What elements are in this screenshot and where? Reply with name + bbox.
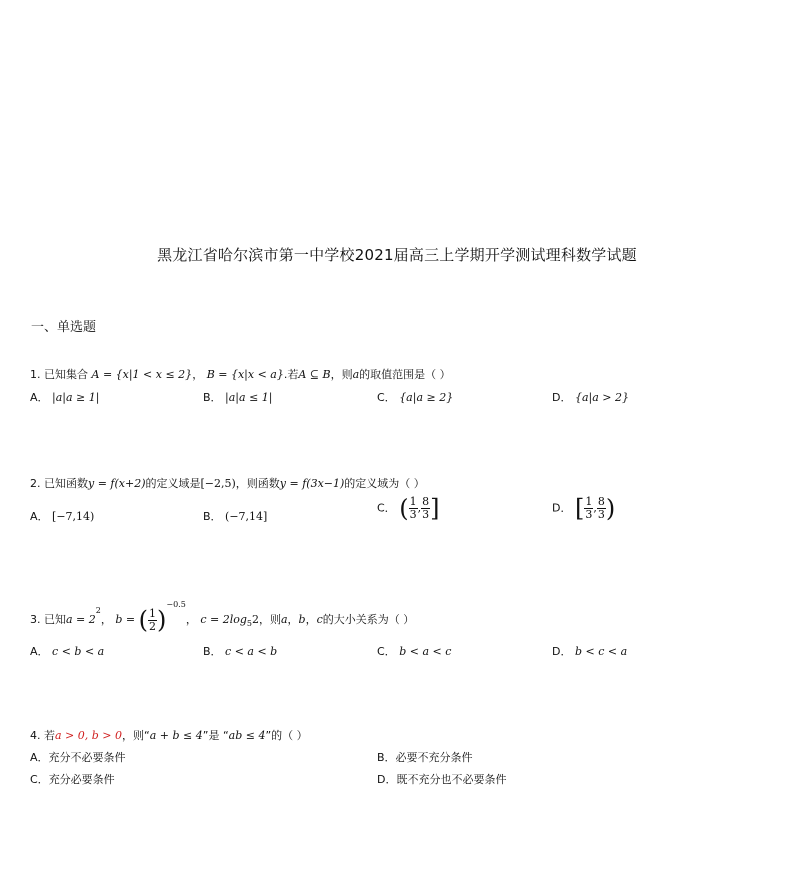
document-title: 黑龙江省哈尔滨市第一中学校2021届高三上学期开学测试理科数学试题 — [157, 246, 637, 264]
option-text: 充分不必要条件 — [48, 751, 126, 764]
option-letter: A． — [30, 645, 49, 658]
open-bracket: [ — [574, 494, 585, 523]
q2-prefix: 2. 已知函数 — [30, 477, 88, 490]
option-text: 必要不充分条件 — [395, 751, 473, 764]
q2-func1: y = f(x+2) — [88, 477, 146, 490]
fraction — [409, 496, 418, 521]
denominator: 3 — [597, 508, 605, 521]
section-heading: 一、单选题 — [31, 320, 97, 335]
option-letter: D． — [552, 391, 572, 404]
q2-domain: [−2,5) — [200, 477, 236, 490]
option-letter: B． — [203, 391, 222, 404]
q3-a-expr: a = 2 — [66, 613, 96, 626]
q1-set-b: B = {x|x < a} — [206, 368, 284, 381]
q1-var: a — [352, 368, 360, 381]
option-expr: [−7,14) — [52, 510, 95, 523]
q2-option-d[interactable]: D． [ $\frac{1}{3}$ , $\frac{8}{3}$ ) — [552, 494, 616, 523]
option-letter: D． — [552, 645, 572, 658]
question-4-stem — [30, 727, 308, 743]
q2-func2: y = f(3x−1) — [279, 477, 345, 490]
fraction — [597, 496, 606, 521]
option-letter: B． — [377, 751, 396, 764]
q4-prefix: 4. 若 — [30, 729, 55, 742]
q1-mid: .若 — [283, 368, 299, 381]
fraction — [584, 496, 593, 521]
q3-prefix: 3. 已知 — [30, 613, 66, 626]
q2-suffix: 的定义域为（ ） — [344, 477, 425, 490]
question-2-stem — [30, 475, 425, 491]
close-bracket: ] — [430, 494, 440, 523]
option-expr: |a|a ≤ 1| — [225, 391, 273, 404]
q1-option-c[interactable] — [377, 389, 453, 405]
numerator: 1 — [149, 606, 157, 620]
q1-suffix2: 的取值范围是（ ） — [359, 368, 451, 381]
option-expr: |a|a ≥ 1| — [52, 391, 100, 404]
q3-b-lhs: b = — [115, 613, 136, 626]
open-bracket: ( — [399, 494, 409, 523]
question-3-stem — [30, 600, 414, 633]
q3-b-fraction — [148, 608, 157, 633]
denominator: 3 — [409, 508, 417, 521]
option-letter: A． — [30, 510, 49, 523]
q3-sep: ， — [100, 613, 112, 626]
option-letter: B． — [203, 645, 222, 658]
option-expr: c < b < a — [52, 645, 105, 658]
q4-condition: a > 0, b > 0 — [55, 729, 123, 742]
q1-set-a: A = {x|1 < x ≤ 2} — [91, 368, 193, 381]
q3-option-d[interactable] — [552, 643, 627, 659]
q4-option-b[interactable] — [377, 749, 473, 765]
denominator: 3 — [422, 508, 430, 521]
q3-a-exponent: 2 — [95, 606, 101, 615]
q3-mid: ，则 — [258, 613, 281, 626]
option-expr: b < c < a — [574, 645, 628, 658]
numerator: 8 — [597, 495, 605, 508]
q3-c-base: 5 — [246, 619, 252, 628]
paren-open: ( — [138, 606, 149, 634]
option-expr: {a|a > 2} — [574, 391, 630, 404]
question-1-stem — [30, 366, 451, 382]
q3-option-a[interactable] — [30, 643, 104, 659]
q1-option-a[interactable] — [30, 389, 99, 405]
denominator: 3 — [585, 508, 593, 521]
fraction — [421, 496, 430, 521]
option-letter: C． — [377, 501, 396, 515]
q3-option-b[interactable] — [203, 643, 277, 659]
q4-p: a + b ≤ 4 — [149, 729, 203, 742]
q3-b-exponent: −0.5 — [166, 600, 186, 609]
option-letter: A． — [30, 751, 49, 764]
option-letter: D． — [377, 773, 397, 786]
q2-option-a[interactable] — [30, 508, 94, 524]
q4-suffix: ”的（ ） — [265, 729, 308, 742]
q3-sep: ， — [185, 613, 197, 626]
q3-suffix: 的大小关系为（ ） — [322, 613, 415, 626]
q3-c-expr: c = 2log — [200, 613, 247, 626]
q3-option-c[interactable] — [377, 643, 451, 659]
numerator: 1 — [585, 495, 593, 508]
q4-mid2: ”是 “ — [202, 729, 229, 742]
q1-sep: ， — [192, 368, 204, 381]
option-letter: A． — [30, 391, 49, 404]
q1-option-b[interactable] — [203, 389, 273, 405]
numerator: 8 — [422, 495, 430, 508]
numerator: 1 — [409, 495, 417, 508]
option-letter: C． — [30, 773, 49, 786]
q1-prefix: 1. 已知集合 — [30, 368, 88, 381]
q2-mid1: 的定义域是 — [145, 477, 201, 490]
option-letter: C． — [377, 391, 396, 404]
q2-option-b[interactable] — [203, 508, 267, 524]
option-expr: (−7,14] — [225, 510, 268, 523]
option-expr: {a|a ≥ 2} — [399, 391, 454, 404]
paren-close: ) — [157, 606, 167, 634]
option-expr: b < a < c — [399, 645, 452, 658]
option-letter: C． — [377, 645, 396, 658]
q1-suffix1: ，则 — [330, 368, 353, 381]
option-text: 既不充分也不必要条件 — [396, 773, 507, 786]
q4-mid1: ，则“ — [122, 729, 150, 742]
q3-var-c: c — [316, 613, 323, 626]
q4-q: ab ≤ 4 — [228, 729, 266, 742]
q2-mid2: ，则函数 — [235, 477, 280, 490]
q4-option-c[interactable] — [30, 771, 115, 787]
q3-sep: ， — [305, 613, 317, 626]
option-letter: D． — [552, 501, 572, 515]
q2-option-c[interactable]: C． ( $\frac{1}{3}$ , $\frac{8}{3}$ ] — [377, 494, 440, 523]
close-bracket: ) — [605, 494, 616, 523]
q3-var-b: b — [298, 613, 306, 626]
q1-condition: A ⊆ B — [298, 368, 331, 381]
option-expr: c < a < b — [225, 645, 278, 658]
q3-var-a: a — [280, 613, 288, 626]
q3-sep: ， — [287, 613, 299, 626]
option-letter: B． — [203, 510, 222, 523]
q3-c-arg: 2 — [251, 613, 259, 626]
q1-option-d[interactable] — [552, 389, 629, 405]
q4-option-d[interactable] — [377, 771, 506, 787]
option-text: 充分必要条件 — [48, 773, 115, 786]
q4-option-a[interactable] — [30, 749, 126, 765]
denominator: 2 — [149, 619, 157, 633]
